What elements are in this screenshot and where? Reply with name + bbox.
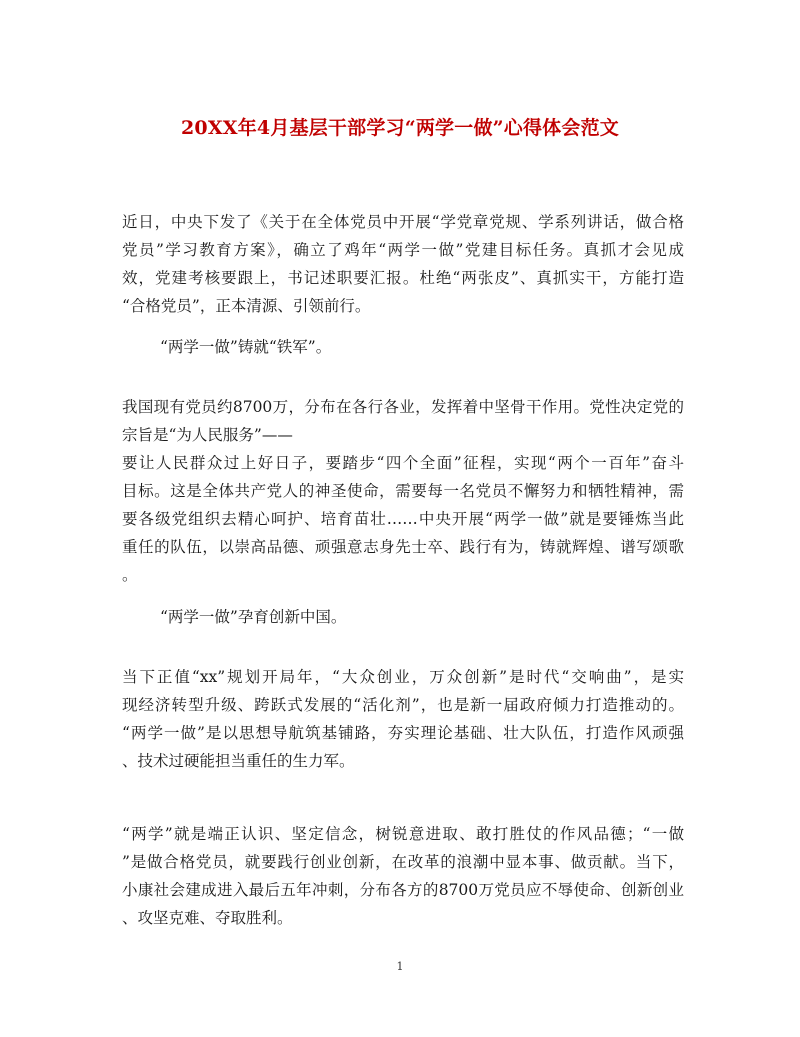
text-line: 、攻坚克难、夺取胜利。: [122, 909, 293, 927]
section-heading-2: [122, 603, 684, 631]
document-title: 20XX年4月基层干部学习“两学一做”心得体会范文: [180, 117, 619, 139]
text-line: ”是做合格党员，就要践行创业创新，在改革的浪潮中显本事、做贡献。当下，: [122, 853, 684, 871]
paragraph-1: [122, 208, 684, 320]
page-number: 1: [396, 960, 404, 973]
section-heading-text: “两学一做”铸就“铁军”。: [160, 338, 332, 356]
text-line: 宗旨是“为人民服务”——: [122, 426, 293, 444]
text-line: 重任的队伍，以崇高品德、顽强意志身先士卒、践行有为，铸就辉煌、谱写颂歌: [122, 538, 684, 556]
text-line: 我国现有党员约8700万，分布在各行各业，发挥着中坚骨干作用。党性决定党的: [122, 398, 684, 416]
text-line: 要各级党组织去精心呵护、培育苗壮……中央开展“两学一做”就是要锤炼当此: [122, 510, 684, 528]
section-heading-1: [122, 333, 684, 361]
text-line: 近日，中央下发了《关于在全体党员中开展“学党章党规、学系列讲话，做合格: [122, 213, 684, 231]
paragraph-3: [122, 663, 684, 775]
text-line: “合格党员”，正本清源、引领前行。: [122, 297, 371, 315]
text-line: 党员”学习教育方案》，确立了鸡年“两学一做”党建目标任务。真抓才会见成: [122, 241, 684, 259]
text-line: 、技术过硬能担当重任的生力军。: [122, 752, 355, 770]
text-line: “两学一做”是以思想导航筑基铺路，夯实理论基础、壮大队伍，打造作风顽强: [122, 724, 684, 742]
text-line: “两学”就是端正认识、坚定信念，树锐意进取、敢打胜仗的作风品德；“一做: [122, 825, 684, 843]
paragraph-2: [122, 393, 684, 589]
paragraph-4: [122, 820, 684, 932]
text-line: 小康社会建成进入最后五年冲刺，分布各方的8700万党员应不辱使命、创新创业: [122, 881, 684, 899]
section-heading-text: “两学一做”孕育创新中国。: [160, 608, 347, 626]
text-line: 当下正值“xx”规划开局年，“大众创业，万众创新”是时代“交响曲”，是实: [122, 668, 684, 686]
text-line: 目标。这是全体共产党人的神圣使命，需要每一名党员不懈努力和牺牲精神，需: [122, 482, 684, 500]
text-line: 效，党建考核要跟上，书记述职要汇报。杜绝“两张皮”、真抓实干，方能打造: [122, 269, 684, 287]
text-line: 要让人民群众过上好日子，要踏步“四个全面”征程，实现“两个一百年”奋斗: [122, 454, 684, 472]
text-line: 。: [122, 566, 138, 584]
text-line: 现经济转型升级、跨跃式发展的“活化剂”，也是新一届政府倾力打造推动的。: [122, 696, 684, 714]
